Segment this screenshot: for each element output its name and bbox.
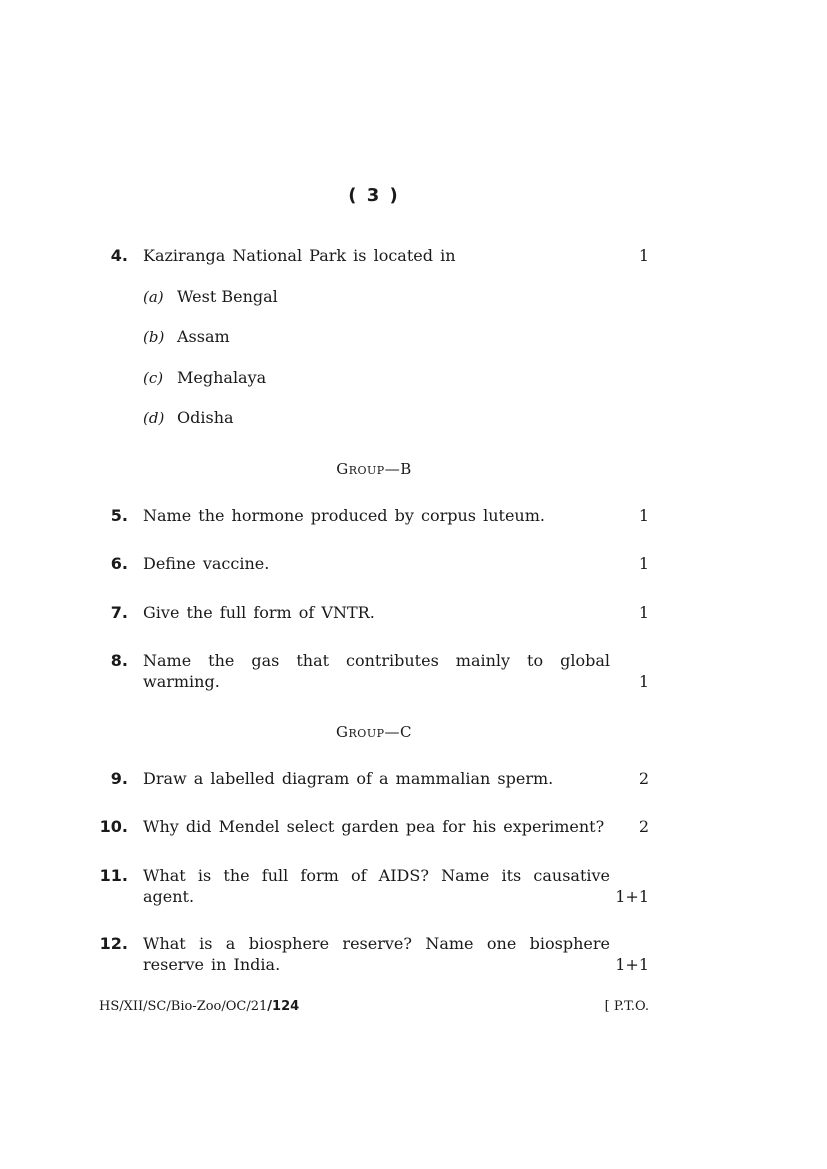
question-marks: 2 <box>638 769 649 788</box>
question-text: What is the full form of AIDS? Name its causative agent. <box>143 866 610 906</box>
option-letter: (d) <box>143 409 165 427</box>
option-text: Meghalaya <box>177 368 267 387</box>
pto-label: [ P.T.O. <box>604 999 649 1014</box>
footer-code <box>99 999 299 1014</box>
option-a <box>143 286 278 308</box>
question-number: 6. <box>110 554 128 573</box>
question-number: 5. <box>110 506 128 525</box>
question-number: 12. <box>99 934 128 953</box>
question-text: Define vaccine. <box>143 554 270 573</box>
question-marks: 1 <box>638 554 649 573</box>
option-letter: (a) <box>143 288 164 306</box>
question-number: 4. <box>110 246 128 265</box>
question-number: 8. <box>110 651 128 670</box>
question-text: Give the full form of VNTR. <box>143 603 375 622</box>
question-marks: 1 <box>638 246 649 265</box>
group-c-heading: Group—C <box>336 723 412 741</box>
question-marks: 1+1 <box>615 887 649 906</box>
question-marks: 1 <box>638 506 649 525</box>
page-number: ( 3 ) <box>348 185 400 206</box>
question-text: Kaziranga National Park is located in <box>143 246 456 265</box>
question-marks: 1+1 <box>615 955 649 974</box>
option-c <box>143 367 266 389</box>
option-d <box>143 407 234 429</box>
option-letter: (c) <box>143 369 164 387</box>
option-letter: (b) <box>143 328 165 346</box>
question-text: Name the hormone produced by corpus luteum. <box>143 506 545 525</box>
question-number: 11. <box>99 866 128 885</box>
group-b-heading: Group—B <box>336 460 412 478</box>
question-text: Draw a labelled diagram of a mammalian sperm. <box>143 769 554 788</box>
paper-code: HS/XII/SC/Bio-Zoo/OC/21 <box>99 999 268 1014</box>
question-marks: 1 <box>638 672 649 691</box>
option-b <box>143 326 230 348</box>
option-text: Assam <box>177 327 230 346</box>
question-marks: 1 <box>638 603 649 622</box>
option-text: West Bengal <box>177 287 278 306</box>
question-number: 9. <box>110 769 128 788</box>
paper-code-suffix: /124 <box>267 999 300 1014</box>
question-text: Name the gas that contributes mainly to global warming. <box>143 651 610 691</box>
question-number: 7. <box>110 603 128 622</box>
option-text: Odisha <box>177 408 234 427</box>
question-marks: 2 <box>638 817 649 836</box>
question-text: What is a biosphere reserve? Name one biosphere reserve in India. <box>143 934 610 974</box>
question-text: Why did Mendel select garden pea for his experiment? <box>143 817 605 836</box>
question-number: 10. <box>99 817 128 836</box>
